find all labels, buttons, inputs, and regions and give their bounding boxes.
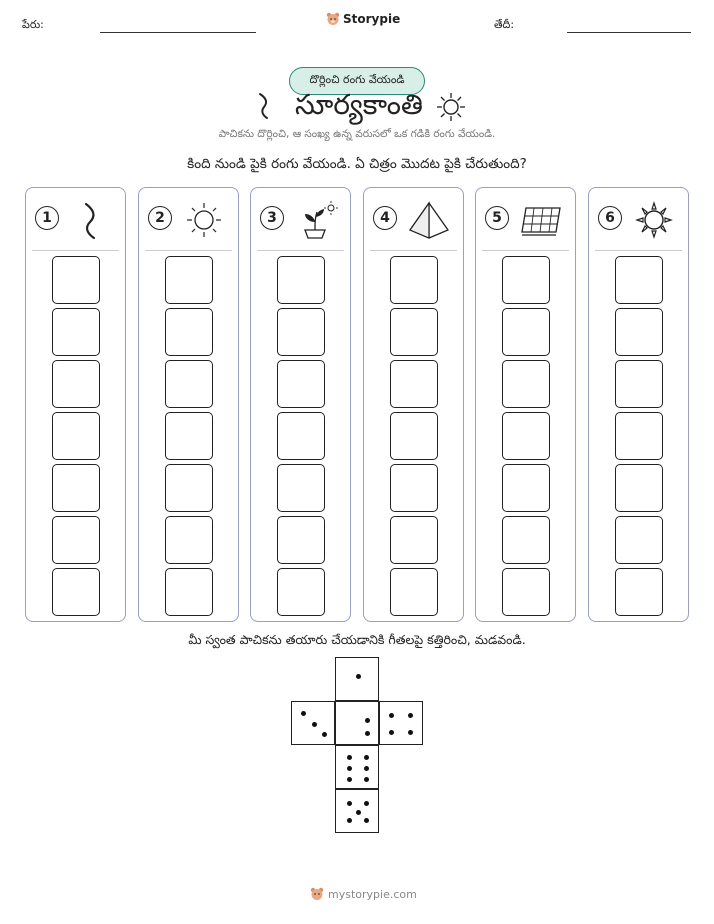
column-divider	[370, 250, 457, 251]
page-title: సూర్యకాంతి	[295, 88, 423, 121]
dice-pip	[347, 818, 352, 823]
dice-pip	[356, 810, 361, 815]
color-box[interactable]	[390, 464, 438, 512]
color-box[interactable]	[502, 360, 550, 408]
color-box[interactable]	[502, 412, 550, 460]
dice-pip	[347, 777, 352, 782]
date-line[interactable]	[567, 32, 691, 33]
dice-face-6	[335, 745, 379, 789]
bear-icon	[326, 12, 340, 26]
dice-pip	[364, 818, 369, 823]
column-number: 6	[598, 206, 622, 230]
activity-badge: దొర్లించి రంగు వేయండి	[289, 67, 425, 95]
column-divider	[482, 250, 569, 251]
color-box[interactable]	[277, 308, 325, 356]
color-box[interactable]	[165, 360, 213, 408]
column-1	[25, 187, 126, 622]
color-box[interactable]	[52, 568, 100, 616]
instruction: కింది నుండి పైకి రంగు వేయండి. ఏ చిత్రం మొదట పైకి చేరుతుంది?	[187, 156, 527, 172]
solar-panel-icon	[516, 200, 566, 240]
dice-pip	[347, 801, 352, 806]
cut-instruction: మీ స్వంత పాచికను తయారు చేయడానికి గీతలపై కత్తిరించి, మడవండి.	[188, 632, 526, 647]
dice-face-1	[335, 657, 379, 701]
color-box[interactable]	[52, 360, 100, 408]
color-box[interactable]	[165, 412, 213, 460]
brand-logo	[326, 12, 400, 26]
dice-pip	[347, 766, 352, 771]
dice-pip	[356, 674, 361, 679]
color-box[interactable]	[502, 256, 550, 304]
dice-pip	[408, 713, 413, 718]
dice-face-3	[291, 701, 335, 745]
dice-pip	[312, 722, 317, 727]
color-box[interactable]	[277, 256, 325, 304]
column-number: 4	[373, 206, 397, 230]
dice-face-5	[335, 789, 379, 833]
color-box[interactable]	[52, 464, 100, 512]
color-box[interactable]	[390, 256, 438, 304]
subtitle: పాచికను దొర్లించి, ఆ సంఖ్య ఉన్న వరుసలో ఒక గడికి రంగు వేయండి.	[218, 128, 496, 140]
color-box[interactable]	[502, 568, 550, 616]
dice-pip	[364, 777, 369, 782]
column-6	[588, 187, 689, 622]
dice-pip	[364, 766, 369, 771]
color-box[interactable]	[390, 516, 438, 564]
footer	[310, 887, 417, 901]
color-box[interactable]	[390, 360, 438, 408]
dice-pip	[389, 713, 394, 718]
dice-pip	[389, 730, 394, 735]
color-box[interactable]	[52, 516, 100, 564]
column-4	[363, 187, 464, 622]
color-box[interactable]	[277, 516, 325, 564]
column-2	[138, 187, 239, 622]
color-box[interactable]	[502, 308, 550, 356]
dice-pip	[301, 711, 306, 716]
color-box[interactable]	[52, 308, 100, 356]
color-box[interactable]	[165, 256, 213, 304]
column-divider	[32, 250, 119, 251]
dice-pip	[347, 755, 352, 760]
color-box[interactable]	[52, 412, 100, 460]
name-label: పేరు:	[22, 18, 44, 31]
color-box[interactable]	[277, 464, 325, 512]
color-box[interactable]	[615, 308, 663, 356]
color-box[interactable]	[165, 308, 213, 356]
date-label: తేదీ:	[494, 18, 515, 31]
column-number: 5	[485, 206, 509, 230]
color-box[interactable]	[165, 568, 213, 616]
color-box[interactable]	[277, 412, 325, 460]
worm-icon	[66, 200, 116, 240]
bear-icon	[310, 887, 324, 901]
worm-icon	[256, 92, 272, 120]
column-5	[475, 187, 576, 622]
column-number: 2	[148, 206, 172, 230]
color-box[interactable]	[615, 360, 663, 408]
column-3	[250, 187, 351, 622]
color-box[interactable]	[165, 464, 213, 512]
color-box[interactable]	[502, 464, 550, 512]
column-divider	[257, 250, 344, 251]
sun-icon	[629, 200, 679, 240]
color-box[interactable]	[502, 516, 550, 564]
color-box[interactable]	[615, 256, 663, 304]
color-box[interactable]	[277, 568, 325, 616]
color-box[interactable]	[52, 256, 100, 304]
color-box[interactable]	[165, 516, 213, 564]
dice-pip	[365, 731, 370, 736]
color-box[interactable]	[615, 516, 663, 564]
dice-face-2	[335, 701, 379, 745]
dice-pip	[408, 730, 413, 735]
brand-name: Storypie	[343, 12, 401, 26]
column-number: 3	[260, 206, 284, 230]
color-box[interactable]	[615, 568, 663, 616]
pyramid-icon	[404, 200, 454, 240]
column-number: 1	[35, 206, 59, 230]
footer-url: mystorypie.com	[328, 887, 417, 901]
dice-pip	[364, 801, 369, 806]
color-box[interactable]	[390, 568, 438, 616]
sprout-icon	[291, 200, 341, 240]
column-divider	[145, 250, 232, 251]
sun-outline-icon	[179, 200, 229, 240]
color-box[interactable]	[615, 464, 663, 512]
dice-pip	[364, 755, 369, 760]
dice-pip	[322, 732, 327, 737]
sun-icon	[436, 92, 466, 122]
dice-face-4	[379, 701, 423, 745]
color-box[interactable]	[277, 360, 325, 408]
color-box[interactable]	[390, 412, 438, 460]
column-divider	[595, 250, 682, 251]
name-line[interactable]	[100, 32, 256, 33]
dice-pip	[365, 718, 370, 723]
color-box[interactable]	[615, 412, 663, 460]
color-box[interactable]	[390, 308, 438, 356]
